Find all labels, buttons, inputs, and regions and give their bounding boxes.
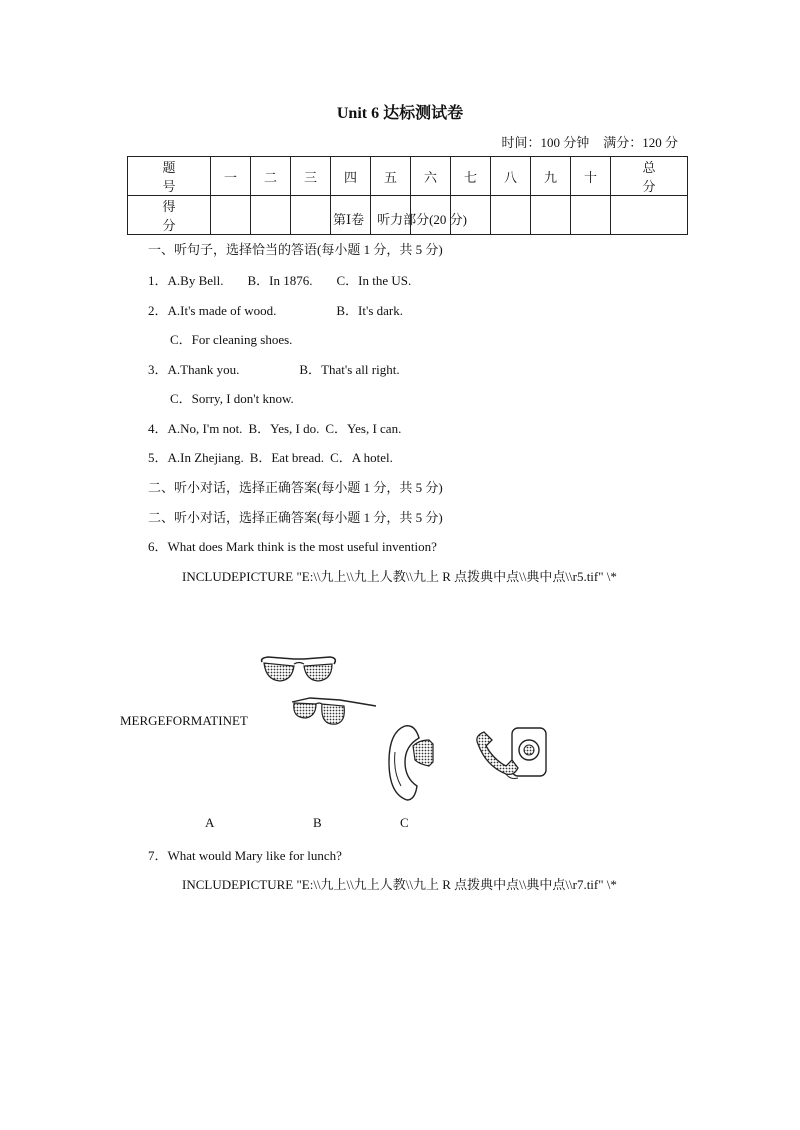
q1-option-c: C．In the US.	[336, 273, 412, 288]
question-1	[148, 270, 411, 289]
score-col-5: 五	[371, 157, 411, 196]
score-col-6: 六	[411, 157, 451, 196]
q4-number: 4．	[148, 421, 168, 436]
question-7: 7．What would Mary like for lunch?	[148, 848, 342, 863]
mergeformat-field: MERGEFORMATINET	[120, 713, 248, 728]
q7-include-picture-field: INCLUDEPICTURE "E:\\九上\\九上人教\\九上 R 点拨典中点\\典中点\\r7.tif" \*	[182, 877, 617, 892]
q5-option-c: C．A hotel.	[330, 450, 393, 465]
score-table-header-row	[128, 157, 688, 196]
q5-option-a: A.In Zhejiang.	[167, 450, 244, 465]
score-row-head: 得 分	[128, 196, 211, 235]
q2-option-b: B．It's dark.	[336, 303, 403, 318]
score-col-2: 二	[251, 157, 291, 196]
aviator-sunglasses-image	[290, 694, 380, 732]
section2-heading-duplicate: 二、听小对话，选择正确答案(每小题 1 分，共 5 分)	[148, 510, 443, 525]
section2-heading: 二、听小对话，选择正确答案(每小题 1 分，共 5 分)	[148, 480, 443, 495]
score-total-head: 总 分	[611, 157, 688, 196]
score-col-7: 七	[451, 157, 491, 196]
q6-include-picture-field: INCLUDEPICTURE "E:\\九上\\九上人教\\九上 R 点拨典中点\\典中点\\r5.tif" \*	[182, 569, 617, 584]
q6-label-c: C	[400, 815, 409, 830]
page-title: Unit 6 达标测试卷	[336, 105, 464, 122]
question-4	[148, 418, 401, 437]
score-col-8: 八	[491, 157, 531, 196]
q2-option-c: C．For cleaning shoes.	[170, 332, 293, 347]
q6-label-b: B	[313, 815, 322, 830]
part1-title: 第Ⅰ卷 听力部分(20 分)	[332, 212, 468, 227]
question-2	[148, 300, 403, 319]
score-col-3: 三	[291, 157, 331, 196]
exam-full-score: 满分：120 分	[603, 135, 678, 150]
score-col-1: 一	[211, 157, 251, 196]
q3-option-a: A.Thank you.	[167, 362, 240, 377]
q5-option-b: B．Eat bread.	[249, 450, 325, 465]
telephone-image	[472, 722, 550, 784]
score-col-9: 九	[531, 157, 571, 196]
q3-option-c: C．Sorry, I don't know.	[170, 391, 294, 406]
question-5	[148, 447, 393, 466]
q1-option-b: B．In 1876.	[247, 273, 313, 288]
q2-option-a: A.It's made of wood.	[167, 303, 277, 318]
q4-option-b: B．Yes, I do.	[248, 421, 320, 436]
sunglasses-image	[258, 650, 338, 690]
q3-number: 3．	[148, 362, 168, 377]
question-3	[148, 359, 400, 378]
score-table-head: 题 号	[128, 157, 211, 196]
q5-number: 5．	[148, 450, 168, 465]
q1-number: 1．	[148, 273, 168, 288]
question-6: 6．What does Mark think is the most useful invention?	[148, 539, 437, 554]
q6-label-a: A	[205, 815, 215, 830]
q1-option-a: A.By Bell.	[167, 273, 224, 288]
q2-number: 2．	[148, 303, 168, 318]
q4-option-c: C．Yes, I can.	[325, 421, 402, 436]
score-col-10: 十	[571, 157, 611, 196]
q4-option-a: A.No, I'm not.	[167, 421, 243, 436]
score-col-4: 四	[331, 157, 371, 196]
torch-image	[385, 722, 440, 802]
exam-meta	[501, 132, 678, 151]
exam-time: 时间：100 分钟	[501, 135, 590, 150]
section1-heading: 一、听句子，选择恰当的答语(每小题 1 分，共 5 分)	[148, 242, 443, 257]
q3-option-b: B．That's all right.	[299, 362, 400, 377]
